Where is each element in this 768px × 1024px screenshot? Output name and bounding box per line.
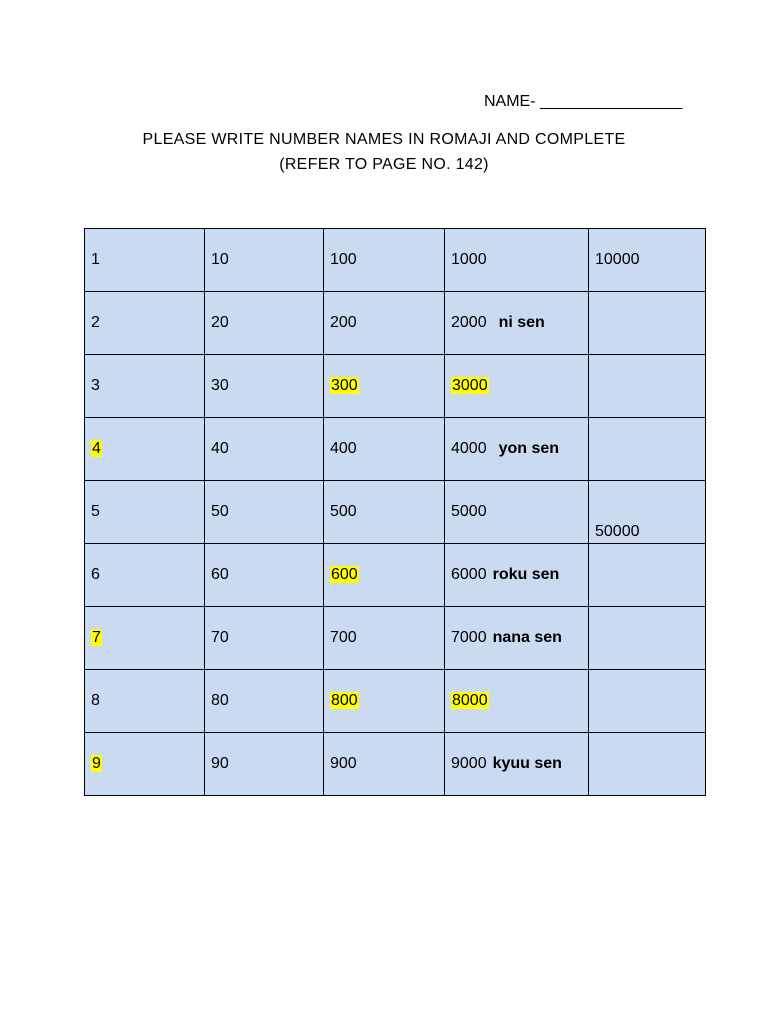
cell-ten-thousands[interactable] [589, 418, 706, 481]
highlighted-number: 800 [331, 692, 358, 709]
cell-hundreds: 900 [324, 733, 445, 796]
cell-ones [85, 733, 205, 796]
cell-hundreds [324, 355, 445, 418]
cell-thousands: 6000 roku sen [445, 544, 589, 607]
cell-hundreds: 400 [324, 418, 445, 481]
cell-ten-thousands[interactable] [589, 733, 706, 796]
highlighted-number: 600 [331, 566, 358, 583]
table-row [85, 733, 706, 796]
cell-tens: 90 [205, 733, 324, 796]
cell-thousands: 2000 ni sen [445, 292, 589, 355]
cell-ten-thousands: 50000 [589, 481, 706, 544]
cell-ten-thousands[interactable] [589, 355, 706, 418]
highlighted-number: 7 [92, 629, 101, 646]
cell-tens: 10 [205, 229, 324, 292]
cell-ten-thousands: 10000 [589, 229, 706, 292]
cell-ones [85, 418, 205, 481]
highlighted-number: 9 [92, 755, 101, 772]
cell-tens: 60 [205, 544, 324, 607]
cell-tens: 70 [205, 607, 324, 670]
cell-thousands: 1000 [445, 229, 589, 292]
cell-hundreds: 200 [324, 292, 445, 355]
cell-thousands: 4000 yon sen [445, 418, 589, 481]
highlighted-number: 8000 [452, 692, 488, 709]
table-row [85, 229, 706, 292]
cell-ones: 2 [85, 292, 205, 355]
table-row [85, 355, 706, 418]
reference-subtitle: (REFER TO PAGE NO. 142) [279, 156, 489, 173]
table-row [85, 418, 706, 481]
cell-ones: 3 [85, 355, 205, 418]
cell-hundreds: 100 [324, 229, 445, 292]
romaji-answer: nana sen [492, 629, 562, 646]
cell-ten-thousands[interactable] [589, 607, 706, 670]
table-row [85, 607, 706, 670]
cell-ones: 8 [85, 670, 205, 733]
romaji-answer: kyuu sen [492, 755, 562, 772]
cell-ones: 1 [85, 229, 205, 292]
cell-ones: 5 [85, 481, 205, 544]
table-row [85, 481, 706, 544]
cell-thousands: 5000 [445, 481, 589, 544]
highlighted-number: 3000 [452, 377, 488, 394]
table-row [85, 292, 706, 355]
cell-tens: 30 [205, 355, 324, 418]
highlighted-number: 300 [331, 377, 358, 394]
cell-thousands [445, 670, 589, 733]
cell-tens: 40 [205, 418, 324, 481]
cell-thousands: 7000 nana sen [445, 607, 589, 670]
number-table [84, 228, 706, 796]
cell-ten-thousands[interactable] [589, 292, 706, 355]
cell-ones [85, 607, 205, 670]
cell-ten-thousands[interactable] [589, 670, 706, 733]
cell-hundreds: 500 [324, 481, 445, 544]
cell-hundreds [324, 670, 445, 733]
cell-hundreds: 700 [324, 607, 445, 670]
cell-ones: 6 [85, 544, 205, 607]
romaji-answer: roku sen [492, 566, 560, 583]
cell-hundreds [324, 544, 445, 607]
table-row [85, 544, 706, 607]
romaji-answer: ni sen [498, 314, 545, 331]
cell-thousands: 9000 kyuu sen [445, 733, 589, 796]
cell-tens: 20 [205, 292, 324, 355]
romaji-answer: yon sen [498, 440, 560, 457]
name-field[interactable]: NAME- ________________ [484, 93, 683, 110]
instruction-title: PLEASE WRITE NUMBER NAMES IN ROMAJI AND COMPLETE [142, 131, 626, 148]
cell-thousands [445, 355, 589, 418]
highlighted-number: 4 [92, 440, 101, 457]
table-row [85, 670, 706, 733]
cell-ten-thousands[interactable] [589, 544, 706, 607]
cell-tens: 80 [205, 670, 324, 733]
cell-tens: 50 [205, 481, 324, 544]
